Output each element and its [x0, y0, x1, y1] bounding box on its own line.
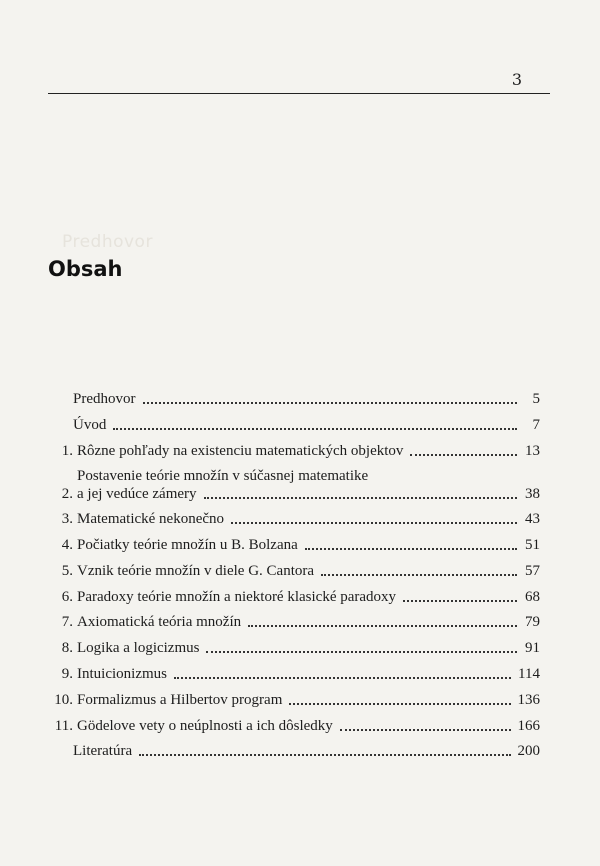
dot-leader	[305, 548, 517, 550]
toc-entry-page-number: 114	[518, 666, 540, 682]
toc-entry-number: 1.	[61, 443, 73, 459]
toc-entry-page-number: 166	[517, 718, 540, 734]
toc-entry-title: Predhovor	[73, 391, 136, 407]
toc-entry-page-number: 68	[525, 589, 540, 605]
toc-entry	[48, 510, 540, 528]
toc-entry	[48, 691, 540, 709]
page-title: Obsah	[48, 257, 123, 281]
toc-entry	[48, 536, 540, 554]
toc-entry-number: 9.	[61, 666, 73, 682]
toc-entry	[48, 588, 540, 606]
toc-entry	[48, 717, 540, 735]
toc-entry-title: Matematické nekonečno	[77, 511, 225, 527]
dot-leader	[289, 703, 510, 705]
dot-leader	[174, 677, 511, 679]
toc-entry	[48, 390, 540, 408]
dot-leader	[321, 574, 517, 576]
toc-entry-title: Počiatky teórie množín u B. Bolzana	[77, 537, 298, 553]
toc-entry-title: Úvod	[73, 417, 107, 433]
toc-entry	[48, 562, 540, 580]
toc-entry-number: 11.	[54, 718, 73, 734]
page-number: 3	[511, 70, 522, 89]
table-of-contents	[48, 390, 540, 760]
toc-entry-number: 8.	[61, 640, 73, 656]
header-rule	[48, 93, 550, 94]
toc-entry-title: Formalizmus a Hilbertov program	[77, 692, 283, 708]
toc-entry-page-number: 51	[525, 537, 540, 553]
dot-leader	[403, 600, 517, 602]
toc-entry-page-number: 79	[525, 614, 540, 630]
toc-entry-number: 2.	[61, 486, 73, 502]
toc-entry-page-number: 7	[532, 417, 540, 433]
dot-leader	[340, 729, 511, 731]
dot-leader	[410, 454, 517, 456]
dot-leader	[231, 522, 517, 524]
toc-entry-number: 6.	[61, 589, 73, 605]
toc-entry-page-number: 38	[525, 486, 540, 502]
dot-leader	[139, 754, 510, 756]
bleed-through-text: Predhovor	[62, 232, 153, 252]
toc-entry-page-number: 57	[525, 563, 540, 579]
toc-entry-title-line: Postavenie teórie množín v súčasnej matematike	[77, 468, 369, 484]
toc-entry-title: Axiomatická teória množín	[77, 614, 242, 630]
toc-entry-number: 3.	[61, 511, 73, 527]
toc-entry	[48, 613, 540, 631]
toc-entry-page-number: 136	[517, 692, 540, 708]
toc-entry	[48, 416, 540, 434]
toc-entry	[48, 639, 540, 657]
toc-entry-title: Gödelove vety o neúplnosti a ich dôsledky	[77, 718, 333, 734]
toc-entry-page-number: 200	[517, 743, 540, 759]
toc-entry-title: a jej vedúce zámery	[77, 486, 197, 502]
toc-entry	[48, 742, 540, 760]
dot-leader	[204, 497, 517, 499]
toc-entry-title: Literatúra	[73, 743, 133, 759]
toc-entry-page-number: 43	[525, 511, 540, 527]
toc-entry-title: Logika a logicizmus	[77, 640, 200, 656]
toc-entry-number: 5.	[61, 563, 73, 579]
toc-entry-page-number: 91	[525, 640, 540, 656]
toc-entry-title: Vznik teórie množín v diele G. Cantora	[77, 563, 315, 579]
toc-entry-page-number: 5	[532, 391, 540, 407]
toc-entry-title: Rôzne pohľady na existenciu matematických objektov	[77, 443, 404, 459]
toc-entry	[48, 467, 540, 503]
dot-leader	[113, 428, 517, 430]
dot-leader	[143, 402, 518, 404]
toc-entry-title: Paradoxy teórie množín a niektoré klasické paradoxy	[77, 589, 397, 605]
dot-leader	[206, 651, 517, 653]
toc-entry-number: 4.	[61, 537, 73, 553]
toc-entry-page-number: 13	[525, 443, 540, 459]
dot-leader	[248, 625, 517, 627]
toc-entry-title: Intuicionizmus	[77, 666, 167, 682]
toc-entry-number: 7.	[61, 614, 73, 630]
toc-entry	[48, 442, 540, 460]
toc-entry	[48, 665, 540, 683]
toc-entry-number: 10.	[54, 692, 73, 708]
